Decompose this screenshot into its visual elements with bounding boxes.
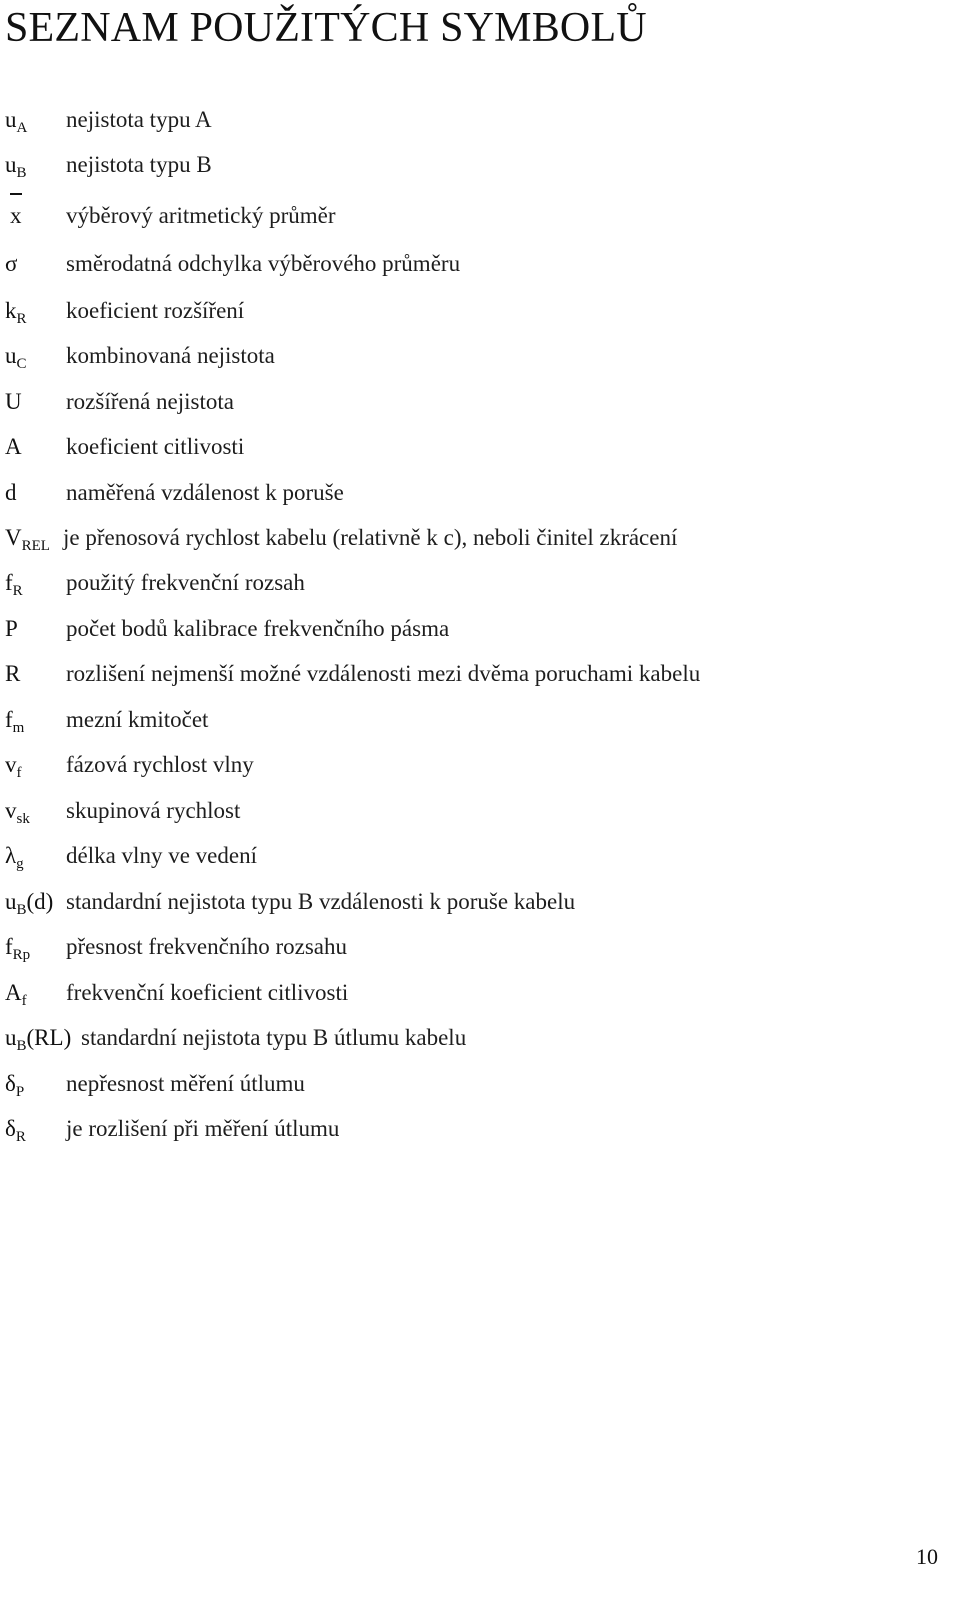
symbol: $\lambda_g$	[5, 843, 24, 872]
symbol-row	[0, 930, 960, 964]
symbol: x	[10, 199, 22, 233]
symbol: $f_m$	[5, 707, 25, 736]
symbol-description: standardní nejistota typu B vzdálenosti k poruše kabelu	[66, 889, 576, 914]
symbol-description: frekvenční koeficient citlivosti	[66, 980, 349, 1005]
symbol-description: fázová rychlost vlny	[66, 752, 254, 777]
symbol-description: nejistota typu B	[66, 152, 212, 177]
symbol: $f_R$	[5, 570, 23, 599]
symbol: P	[5, 616, 18, 641]
symbol-row	[0, 1021, 960, 1055]
symbol-description: nejistota typu A	[66, 107, 212, 132]
symbol-row	[0, 148, 960, 182]
symbol: $\delta_R$	[5, 1116, 26, 1145]
symbol-row	[0, 199, 960, 233]
overline-mark	[10, 193, 22, 195]
symbol: σ	[5, 251, 18, 276]
symbol: $u_A$	[5, 107, 28, 136]
page-number: 10	[916, 1544, 938, 1569]
symbol: $V_{REL}$	[5, 525, 50, 554]
symbol-row	[0, 1067, 960, 1101]
symbol-description: rozšířená nejistota	[66, 389, 234, 414]
symbol: $f_{Rp}$	[5, 934, 31, 963]
symbol: $k_R$	[5, 298, 27, 327]
symbol-description: koeficient citlivosti	[66, 434, 245, 459]
symbol-row	[0, 839, 960, 873]
symbol-row	[0, 657, 960, 691]
symbol-description: výběrový aritmetický průměr	[66, 203, 336, 228]
symbol-row	[0, 294, 960, 328]
symbol: U	[5, 389, 22, 414]
symbol-description: přesnost frekvenčního rozsahu	[66, 934, 348, 959]
symbol: $\delta_P$	[5, 1071, 25, 1100]
symbol: $v_{sk}$	[5, 798, 30, 827]
symbol: $u_C$	[5, 343, 27, 372]
symbol-row	[0, 612, 960, 646]
symbol-row	[0, 976, 960, 1010]
symbol-row	[0, 794, 960, 828]
symbol-description: je rozlišení při měření útlumu	[66, 1116, 340, 1141]
symbol-description: rozlišení nejmenší možné vzdálenosti mezi dvěma poruchami kabelu	[66, 661, 701, 686]
symbol-description: kombinovaná nejistota	[66, 343, 275, 368]
symbol: d	[5, 480, 17, 505]
symbol-row	[0, 885, 960, 919]
symbol-row	[0, 247, 960, 281]
symbol-row	[0, 430, 960, 464]
symbol-description: standardní nejistota typu B útlumu kabelu	[81, 1025, 467, 1050]
symbol: $v_f$	[5, 752, 22, 781]
symbol-description: směrodatná odchylka výběrového průměru	[66, 251, 461, 276]
symbol: A	[5, 434, 22, 459]
symbol-row	[0, 566, 960, 600]
symbol: $u_B(d)$	[5, 889, 54, 918]
symbol-description: naměřená vzdálenost k poruše	[66, 480, 344, 505]
symbol-row	[0, 339, 960, 373]
symbol-description: počet bodů kalibrace frekvenčního pásma	[66, 616, 450, 641]
page-title: SEZNAM POUŽITÝCH SYMBOLŮ	[5, 5, 647, 51]
symbol: $u_B$	[5, 152, 27, 181]
symbol-description: použitý frekvenční rozsah	[66, 570, 305, 595]
symbol-row	[0, 1112, 960, 1146]
symbol-description: skupinová rychlost	[66, 798, 241, 823]
symbol-description: délka vlny ve vedení	[66, 843, 257, 868]
symbol-description: nepřesnost měření útlumu	[66, 1071, 305, 1096]
symbol: $u_B(RL)$	[5, 1025, 72, 1054]
symbol-row	[0, 521, 960, 555]
symbol-description: koeficient rozšíření	[66, 298, 245, 323]
symbol: R	[5, 661, 21, 686]
symbol-row	[0, 476, 960, 510]
symbol-row	[0, 385, 960, 419]
symbol-row	[0, 703, 960, 737]
symbol: $A_f$	[5, 980, 27, 1009]
symbol-description: je přenosová rychlost kabelu (relativně k c), neboli činitel zkrácení	[63, 525, 678, 550]
symbol-row	[0, 103, 960, 137]
symbol-description: mezní kmitočet	[66, 707, 209, 732]
symbol-row	[0, 748, 960, 782]
